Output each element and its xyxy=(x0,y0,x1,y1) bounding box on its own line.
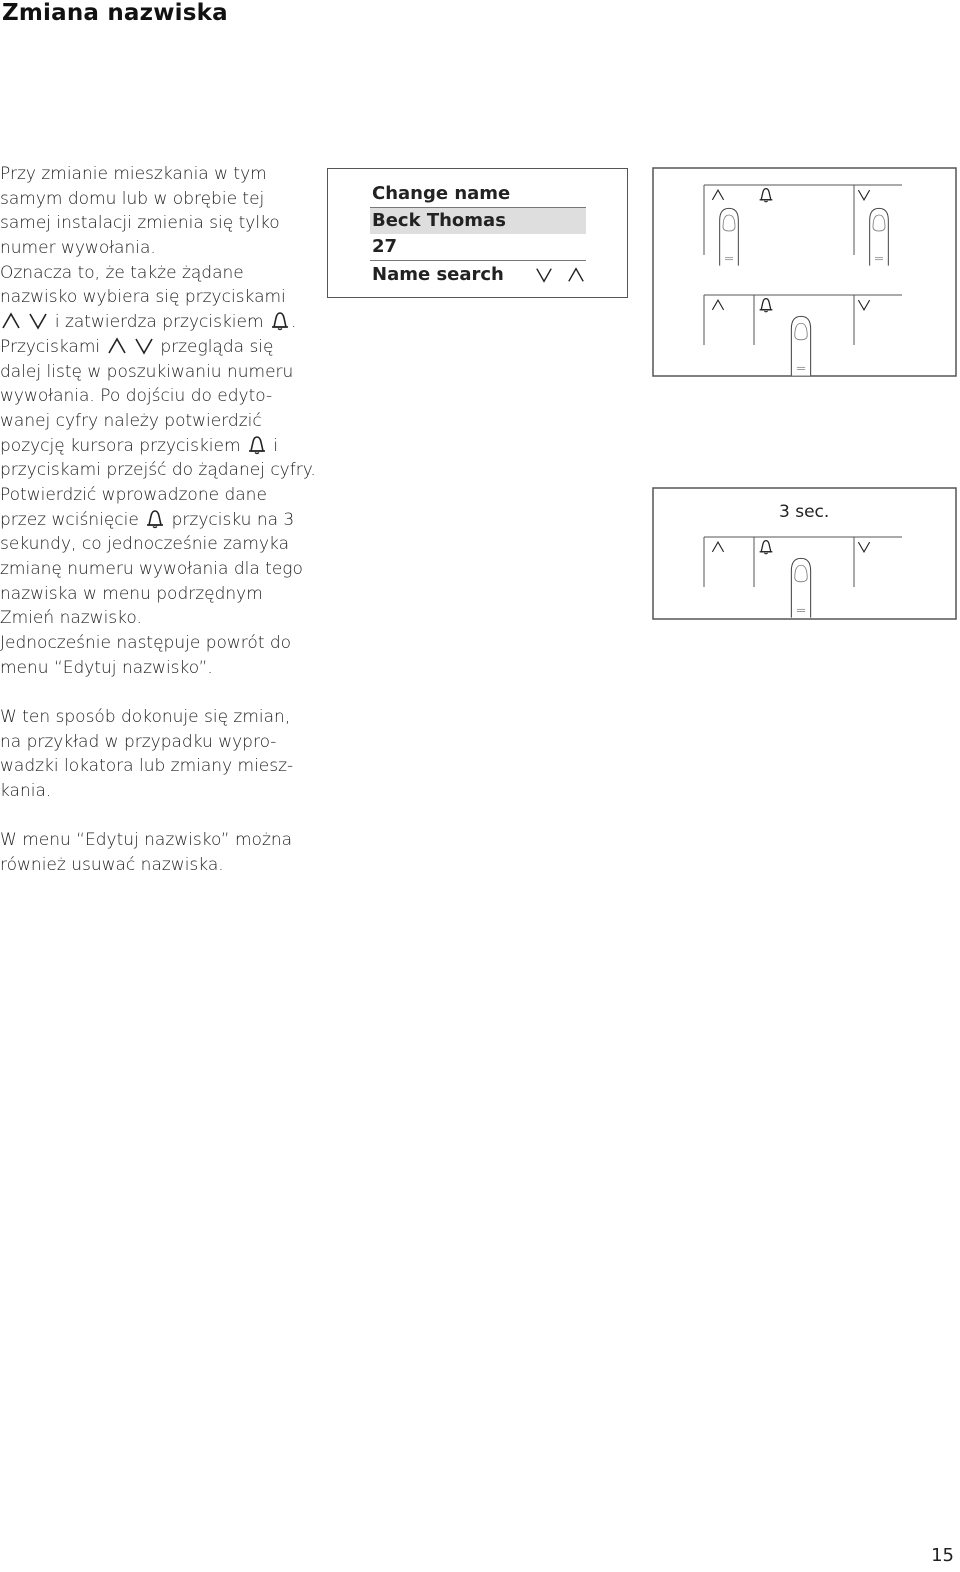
text-line: nazwisko wybiera się przyciskami xyxy=(0,287,286,308)
text-fragment: i zatwierdza przyciskiem xyxy=(54,312,264,333)
display-number: 27 xyxy=(372,236,398,257)
text-line: również usuwać nazwiska. xyxy=(0,854,224,875)
text-line xyxy=(0,335,305,360)
text-line: zmianę numeru wywołania dla tego xyxy=(0,559,303,579)
finger-press-icon xyxy=(791,558,810,617)
text-line: Jednocześnie następuje powrót do xyxy=(0,633,292,654)
text-line: Oznacza to, że także żądane xyxy=(0,262,244,283)
text-line: W menu “Edytuj nazwisko” można xyxy=(0,830,293,850)
text-line: wanej cyfry należy potwierdzić xyxy=(0,410,262,431)
text-fragment: Przyciskami xyxy=(0,336,101,357)
display-divider xyxy=(370,260,586,261)
chevron-down-icon xyxy=(534,266,554,284)
text-line: numer wywołania. xyxy=(0,238,156,259)
text-line: Zmień nazwisko. xyxy=(0,608,142,629)
text-fragment: przez wciśnięcie xyxy=(0,509,139,530)
display-selected-name: Beck Thomas xyxy=(370,208,586,234)
chevron-up-icon xyxy=(106,336,128,356)
text-line xyxy=(0,434,305,459)
keypad-diagram-scroll xyxy=(652,167,958,379)
text-line: sekundy, co jednocześnie zamyka xyxy=(0,534,290,555)
text-line: Przy zmianie mieszkania w tym xyxy=(0,164,267,184)
bell-icon xyxy=(269,311,291,331)
text-line: W ten sposób dokonuje się zmian, xyxy=(0,707,291,727)
text-line: samej instalacji zmienia się tylko xyxy=(0,213,280,234)
text-line xyxy=(0,508,305,533)
chevron-up-icon xyxy=(0,311,22,331)
hold-duration-label: 3 sec. xyxy=(779,502,830,522)
text-line: menu “Edytuj nazwisko”. xyxy=(0,657,213,678)
text-line: kania. xyxy=(0,781,52,802)
finger-press-icon xyxy=(791,316,810,375)
chevron-down-icon xyxy=(27,311,49,331)
display-screen xyxy=(327,168,628,298)
text-line: samym domu lub w obrębie tej xyxy=(0,188,265,209)
text-line: na przykład w przypadku wypro- xyxy=(0,731,277,752)
instructions-paragraph xyxy=(0,162,316,680)
display-title: Change name xyxy=(372,183,511,204)
bell-icon xyxy=(246,435,268,455)
text-fragment: przycisku na 3 xyxy=(171,509,295,530)
finger-press-icon xyxy=(870,208,889,265)
finger-press-icon xyxy=(720,208,739,265)
text-fragment: . xyxy=(290,312,297,333)
text-fragment: i xyxy=(273,435,279,456)
text-line: Potwierdzić wprowadzone dane xyxy=(0,484,267,505)
page-number: 15 xyxy=(931,1545,954,1566)
text-line: wadzki lokatora lub zmiany miesz- xyxy=(0,756,294,777)
text-line: nazwiska w menu podrzędnym xyxy=(0,583,263,604)
text-line: dalej listę w poszukiwaniu numeru xyxy=(0,361,294,382)
page-title: Zmiana nazwiska xyxy=(2,0,228,26)
text-line: wywołania. Po dojściu do edyto- xyxy=(0,386,273,407)
chevron-down-icon xyxy=(133,336,155,356)
text-line xyxy=(0,310,305,335)
text-fragment: przegląda się xyxy=(160,336,274,357)
display-search: Name search xyxy=(372,264,504,285)
second-paragraph xyxy=(0,705,305,804)
third-paragraph xyxy=(0,828,305,877)
chevron-up-icon xyxy=(566,266,586,284)
text-line: przyciskami przejść do żądanej cyfry. xyxy=(0,460,316,481)
text-fragment: pozycję kursora przyciskiem xyxy=(0,435,241,456)
bell-icon xyxy=(144,509,166,529)
